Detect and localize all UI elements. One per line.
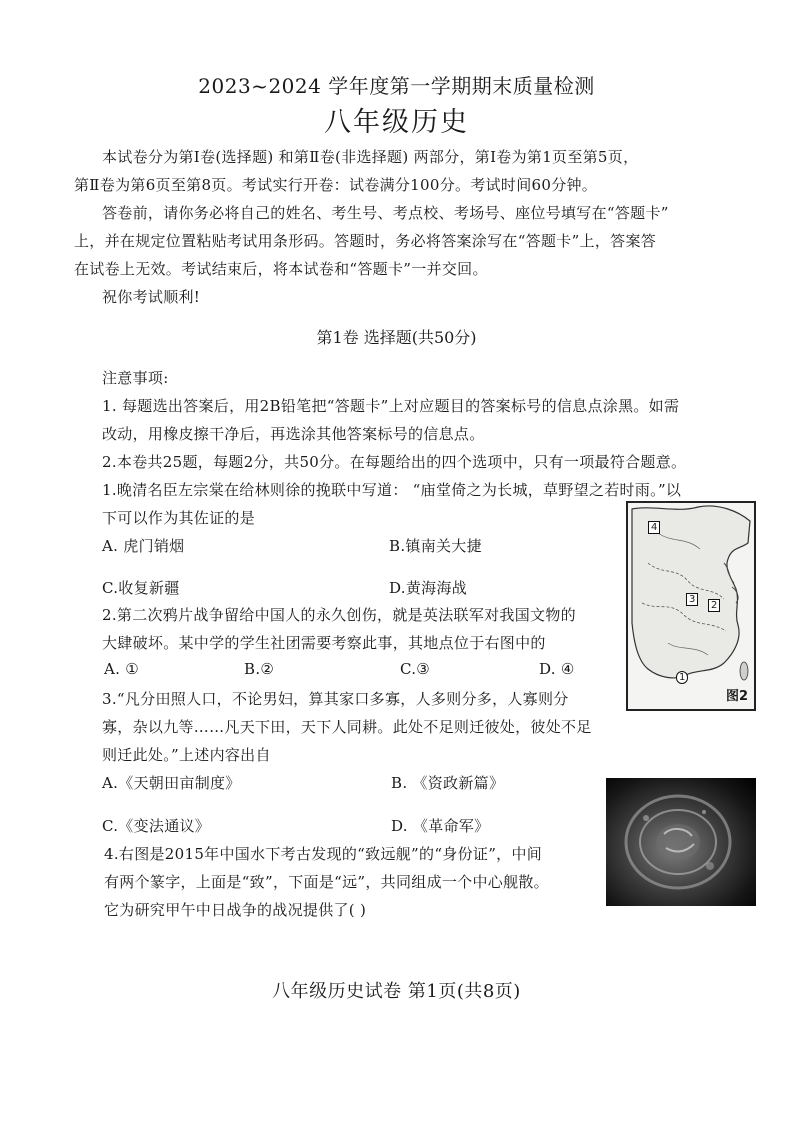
question-1-option-a: A. 虎门销烟 [102, 537, 185, 555]
question-3-option-c: C.《变法通议》 [102, 817, 211, 835]
question-2-option-d: D. ④ [539, 660, 575, 678]
question-4-stem: 有两个篆字，上面是“致”，下面是“远”，共同组成一个中心舰散。 [104, 873, 549, 891]
question-3-option-b: B. 《资政新篇》 [391, 774, 505, 792]
subject-title: 八年级历史 [324, 107, 469, 138]
map-drawing [628, 503, 754, 709]
question-3-stem: 寡，杂以九等……凡天下田，天下人同耕。此处不足则迁彼处，彼处不足 [102, 718, 592, 736]
question-3-option-d: D. 《革命军》 [391, 817, 490, 835]
map-marker-4: 4 [648, 521, 660, 534]
map-marker-2: 2 [708, 599, 720, 612]
question-2-stem: 大肆破坏。某中学的学生社团需要考察此事，其地点位于右图中的 [102, 634, 546, 652]
note-line: 1. 每题选出答案后，用2B铅笔把“答题卡”上对应题目的答案标号的信息点涂黑。如需 [102, 397, 680, 415]
section-title: 第1卷 选择题(共50分) [316, 328, 477, 347]
intro-line: 答卷前，请你务必将自己的姓名、考生号、考点校、考场号、座位号填写在“答题卡” [102, 204, 669, 222]
intro-line: 在试卷上无效。考试结束后，将本试卷和“答题卡”一并交回。 [74, 260, 488, 278]
question-1-option-b: B.镇南关大捷 [389, 537, 482, 555]
intro-line: 上，并在规定位置粘贴考试用条形码。答题时，务必将答案涂写在“答题卡”上，答案答 [74, 232, 657, 250]
question-3-option-a: A.《天朝田亩制度》 [102, 774, 241, 792]
question-4-stem: 它为研究甲午中日战争的战况提供了( ) [104, 901, 367, 919]
zhiyuan-seal-photo [606, 778, 756, 906]
map-marker-1: 1 [676, 671, 688, 684]
map-caption: 图2 [628, 685, 754, 709]
page-footer: 八年级历史试卷 第1页(共8页) [272, 981, 521, 1002]
question-1-option-c: C.收复新疆 [102, 579, 180, 597]
question-3-stem: 则迁此处。”上述内容出自 [102, 746, 271, 764]
notes-heading: 注意事项: [102, 369, 169, 387]
exam-title: 2023~2024 学年度第一学期期末质量检测 [198, 74, 595, 98]
question-4-stem: 4.右图是2015年中国水下考古发现的“致远舰”的“身份证”，中间 [104, 845, 543, 863]
question-2-option-c: C.③ [400, 660, 431, 678]
china-map-figure [626, 501, 756, 711]
question-1-stem: 下可以作为其佐证的是 [102, 509, 256, 527]
question-3-stem: 3.“凡分田照人口，不论男妇，算其家口多寡，人多则分多，人寡则分 [102, 690, 569, 708]
note-line: 改动，用橡皮擦干净后，再选涂其他答案标号的信息点。 [102, 425, 485, 443]
map-marker-3: 3 [686, 593, 698, 606]
intro-line: 第Ⅱ卷为第6页至第8页。考试实行开卷：试卷满分100分。考试时间60分钟。 [74, 176, 598, 194]
intro-line: 本试卷分为第Ⅰ卷(选择题) 和第Ⅱ卷(非选择题) 两部分，第Ⅰ卷为第1页至第5页， [102, 148, 639, 166]
question-1-option-d: D.黄海海战 [389, 579, 468, 597]
intro-wish: 祝你考试顺利! [102, 288, 201, 306]
question-1-stem: 1.晚清名臣左宗棠在给林则徐的挽联中写道： “庙堂倚之为长城，草野望之若时雨。”以 [102, 481, 682, 499]
question-2-option-b: B.② [244, 660, 275, 678]
question-2-option-a: A. ① [104, 660, 140, 678]
question-2-stem: 2.第二次鸦片战争留给中国人的永久创伤，就是英法联军对我国文物的 [102, 606, 576, 624]
seal-drawing [606, 778, 756, 906]
note-line: 2.本卷共25题，每题2分，共50分。在每题给出的四个选项中，只有一项最符合题意。 [102, 453, 687, 471]
